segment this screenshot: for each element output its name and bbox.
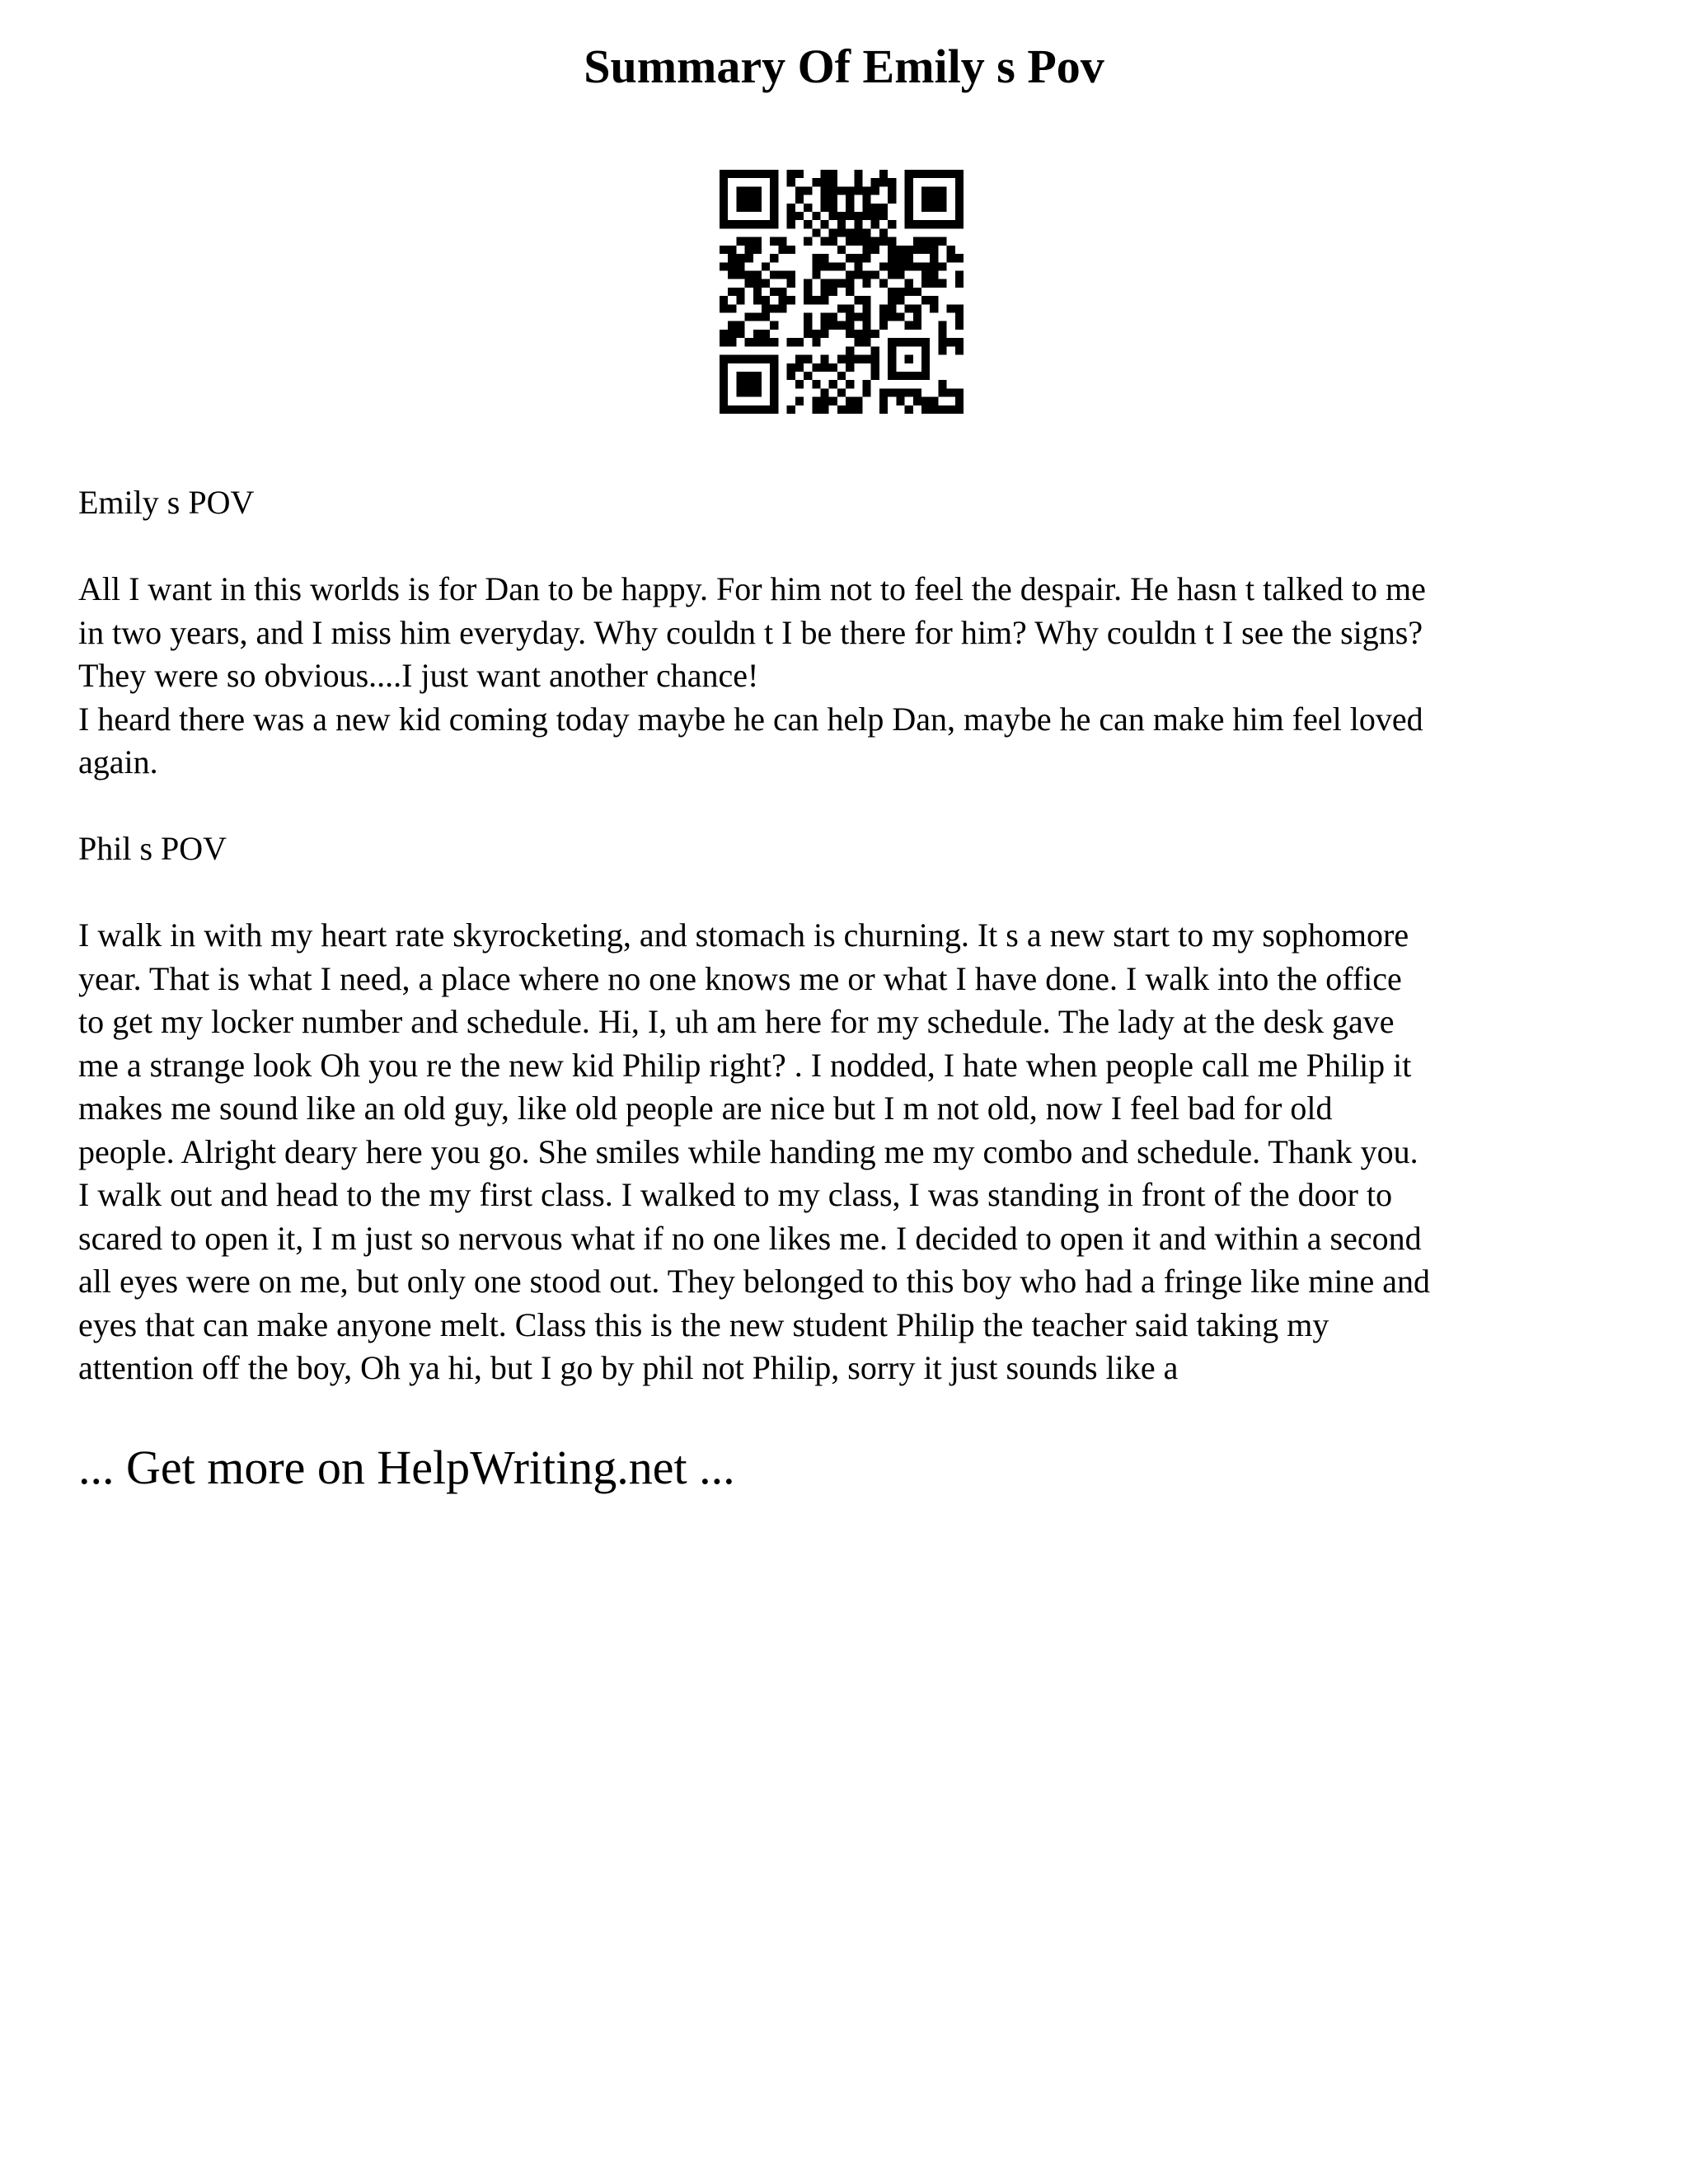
section-heading-phil: Phil s POV	[78, 830, 227, 867]
document-body	[78, 481, 1628, 1390]
section-paragraph-phil: I walk in with my heart rate skyrocketing, and stomach is churning. It s a new start to my sophomore year. That is what I need, a place where no one knows me or what I have done. I walk into the office to get my locker number and schedule. Hi, I, uh am here for my schedule. The lady at the desk gave me a strange look Oh you re the new kid Philip right? . I nodded, I hate when people call me Philip it makes me sound like an old guy, like old people are nice but I m not old, now I feel bad for old people. Alright deary here you go. She smiles while handing me my combo and schedule. Thank you. I walk out and head to the my first class. I walked to my class, I was standing in front of the door to scared to open it, I m just so nervous what if no one likes me. I decided to open it and within a second all eyes were on me, but only one stood out. They belonged to this boy who had a fringe like mine and eyes that can make anyone melt. Class this is the new student Philip the teacher said taking my attention off the boy, Oh ya hi, but I go by phil not Philip, sorry it just sounds like a	[78, 916, 1431, 1386]
qr-code-icon	[720, 170, 964, 414]
section-paragraph-emily: All I want in this worlds is for Dan to be happy. For him not to feel the despair. He hasn t talked to me in two years, and I miss him everyday. Why couldn t I be there for him? Why couldn t I see the signs? They were so obvious....I just want another chance! I heard there was a new kid coming today maybe he can help Dan, maybe he can make him feel loved again.	[78, 570, 1426, 780]
page-title: Summary Of Emily s Pov	[584, 40, 1104, 93]
section-heading-emily: Emily s POV	[78, 484, 255, 521]
get-more-link[interactable]: ... Get more on HelpWriting.net ...	[78, 1441, 735, 1494]
